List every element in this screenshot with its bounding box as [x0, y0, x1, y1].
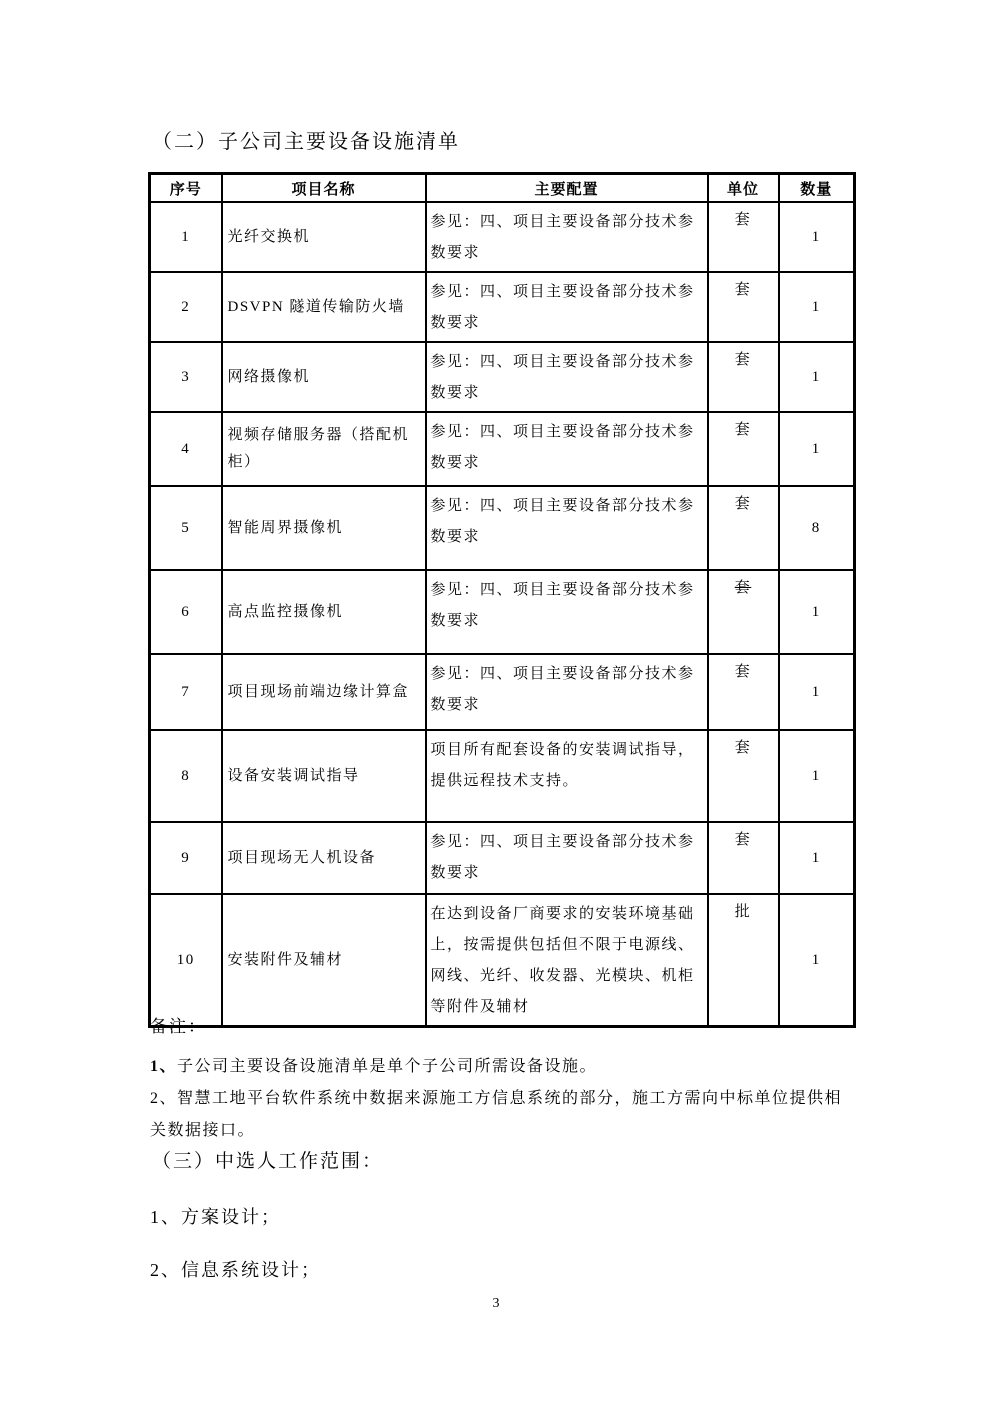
- cell-unit: 套: [708, 486, 779, 570]
- cell-config: 参见：四、项目主要设备部分技术参数要求: [426, 272, 708, 342]
- section-2-title: （二）子公司主要设备设施清单: [152, 131, 460, 153]
- cell-unit: 套: [708, 730, 779, 822]
- cell-index: 8: [150, 730, 222, 822]
- cell-index: 1: [150, 202, 222, 272]
- cell-index: 3: [150, 342, 222, 412]
- cell-item-name: 安装附件及辅材: [222, 894, 426, 1027]
- equipment-table: [148, 172, 856, 1028]
- cell-unit: 套: [708, 822, 779, 894]
- cell-config: 参见：四、项目主要设备部分技术参数要求: [426, 412, 708, 486]
- table-row: [150, 894, 855, 1027]
- cell-config: 参见：四、项目主要设备部分技术参数要求: [426, 570, 708, 654]
- cell-item-name: 网络摄像机: [222, 342, 426, 412]
- table-row: [150, 486, 855, 570]
- cell-config: 在达到设备厂商要求的安装环境基础上，按需提供包括但不限于电源线、网线、光纤、收发器、光模块、机柜等附件及辅材: [426, 894, 708, 1027]
- column-header-qty: 数量: [779, 174, 855, 203]
- notes-paragraph: [150, 1051, 856, 1147]
- cell-quantity: 1: [779, 202, 855, 272]
- cell-quantity: 1: [779, 654, 855, 730]
- table-row: [150, 822, 855, 894]
- cell-unit: 套: [708, 412, 779, 486]
- note-2-text: 智慧工地平台软件系统中数据来源施工方信息系统的部分，施工方需向中标单位提供相关数据接口。: [150, 1090, 843, 1139]
- cell-config: 参见：四、项目主要设备部分技术参数要求: [426, 342, 708, 412]
- cell-config: 参见：四、项目主要设备部分技术参数要求: [426, 486, 708, 570]
- cell-item-name: 智能周界摄像机: [222, 486, 426, 570]
- column-header-unit: 单位: [708, 174, 779, 203]
- column-header-config: 主要配置: [426, 174, 708, 203]
- cell-index: 9: [150, 822, 222, 894]
- table-row: [150, 654, 855, 730]
- table-row: [150, 202, 855, 272]
- cell-config: 参见：四、项目主要设备部分技术参数要求: [426, 822, 708, 894]
- table-row: [150, 412, 855, 486]
- cell-unit: 套: [708, 342, 779, 412]
- note-1-text: 子公司主要设备设施清单是单个子公司所需设备设施。: [177, 1058, 598, 1075]
- column-header-name: 项目名称: [222, 174, 426, 203]
- cell-item-name: 项目现场无人机设备: [222, 822, 426, 894]
- table-header-row: [150, 174, 855, 203]
- table-row: [150, 272, 855, 342]
- cell-unit: 批: [708, 894, 779, 1027]
- page-number: 3: [492, 1296, 500, 1311]
- cell-quantity: 1: [779, 894, 855, 1027]
- table-row: [150, 570, 855, 654]
- cell-item-name: 项目现场前端边缘计算盒: [222, 654, 426, 730]
- notes-label: 备注：: [150, 1017, 207, 1036]
- cell-quantity: 1: [779, 570, 855, 654]
- scope-item-1: 1、方案设计；: [150, 1207, 281, 1227]
- note-2-prefix: 2、: [150, 1090, 178, 1107]
- cell-item-name: 高点监控摄像机: [222, 570, 426, 654]
- cell-item-name: DSVPN 隧道传输防火墙: [222, 272, 426, 342]
- note-item-2: [150, 1083, 856, 1147]
- cell-unit: 套: [708, 272, 779, 342]
- cell-unit-struck: 套: [708, 570, 779, 654]
- cell-index: 5: [150, 486, 222, 570]
- column-header-index: 序号: [150, 174, 222, 203]
- cell-item-name: 视频存储服务器（搭配机柜）: [222, 412, 426, 486]
- cell-unit: 套: [708, 202, 779, 272]
- section-3-title: （三）中选人工作范围：: [152, 1151, 384, 1172]
- table-row: [150, 342, 855, 412]
- cell-index: 2: [150, 272, 222, 342]
- cell-quantity: 1: [779, 822, 855, 894]
- note-1-prefix: 1、: [150, 1058, 178, 1075]
- cell-config: 参见：四、项目主要设备部分技术参数要求: [426, 202, 708, 272]
- cell-index: 7: [150, 654, 222, 730]
- cell-quantity: 1: [779, 272, 855, 342]
- cell-item-name: 设备安装调试指导: [222, 730, 426, 822]
- table-row: [150, 730, 855, 822]
- cell-config: 项目所有配套设备的安装调试指导，提供远程技术支持。: [426, 730, 708, 822]
- cell-quantity: 8: [779, 486, 855, 570]
- cell-quantity: 1: [779, 412, 855, 486]
- cell-unit: 套: [708, 654, 779, 730]
- cell-index: 4: [150, 412, 222, 486]
- cell-index: 6: [150, 570, 222, 654]
- cell-index: 10: [150, 894, 222, 1027]
- cell-quantity: 1: [779, 342, 855, 412]
- cell-config: 参见：四、项目主要设备部分技术参数要求: [426, 654, 708, 730]
- scope-item-2: 2、信息系统设计；: [150, 1260, 321, 1280]
- note-item-1: [150, 1051, 856, 1083]
- cell-quantity: 1: [779, 730, 855, 822]
- cell-item-name: 光纤交换机: [222, 202, 426, 272]
